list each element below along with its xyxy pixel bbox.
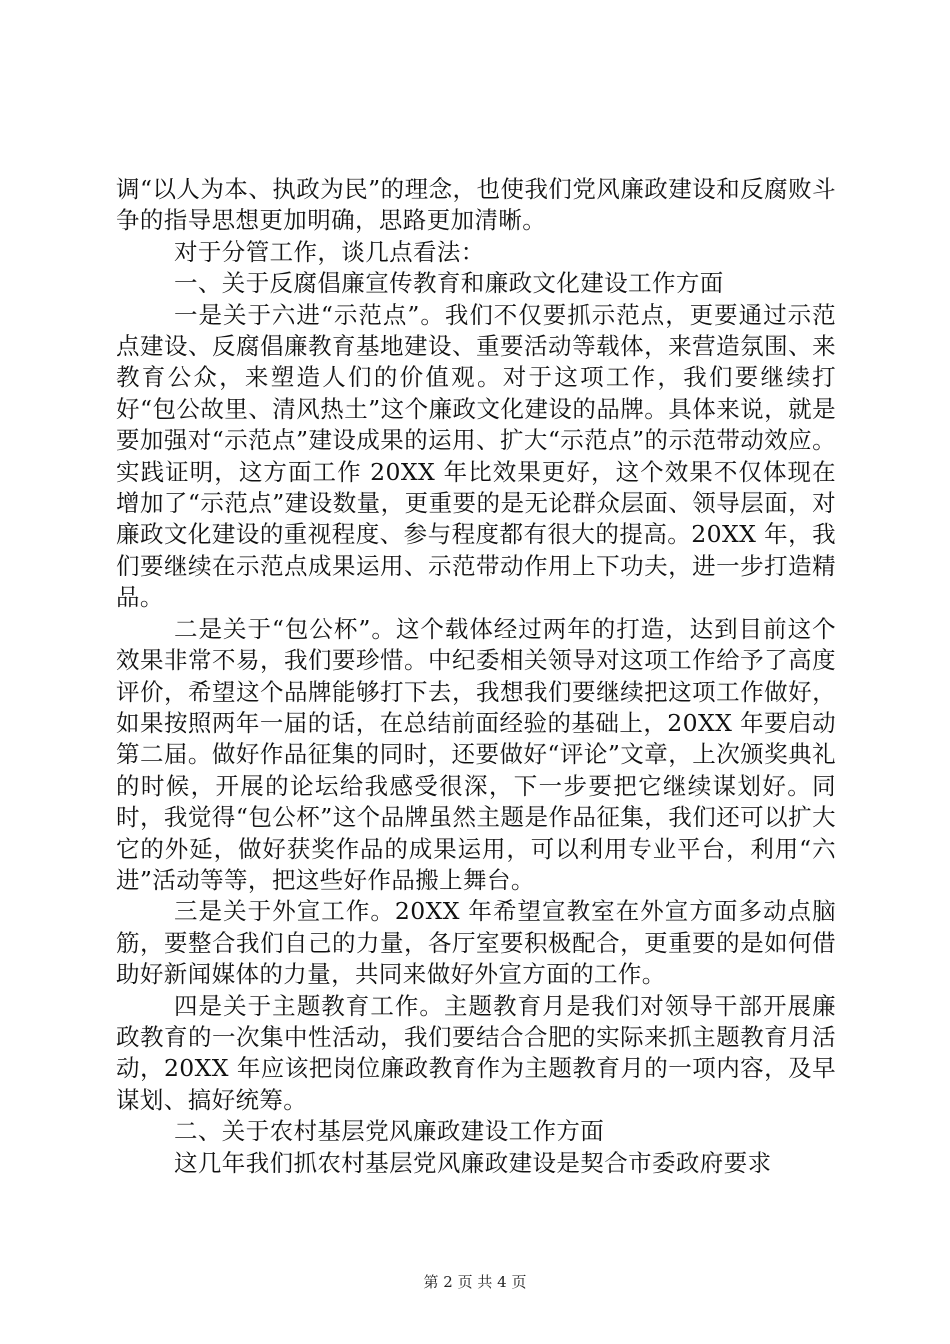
paragraph-point-1: 一是关于六进“示范点”。我们不仅要抓示范点，更要通过示范点建设、反腐倡廉教育基地建设、重要活动等载体，来营造氛围、来教育公众，来塑造人们的价值观。对于这项工作，我们要继续打好“包公故里、清风热土”这个廉政文化建设的品牌。具体来说，就是要加强对“示范点”建设成果的运用、扩大“示范点”的示范带动效应。实践证明，这方面工作 20XX 年比效果更好，这个效果不仅体现在增加了“示范点”建设数量，更重要的是无论群众层面、领导层面，对廉政文化建设的重视程度、参与程度都有很大的提高。20XX 年，我们要继续在示范点成果运用、示范带动作用上下功夫，进一步打造精品。: [116, 300, 836, 612]
paragraph-intro: 对于分管工作，谈几点看法：: [174, 237, 485, 266]
paragraph-point-4: 四是关于主题教育工作。主题教育月是我们对领导干部开展廉政教育的一次集中性活动，我们要结合合肥的实际来抓主题教育月活动，20XX 年应该把岗位廉政教育作为主题教育月的一项内容，及早谋划、搞好统筹。: [116, 991, 836, 1114]
page-footer: 第 2 页 共 4 页: [423, 1273, 527, 1291]
paragraph-section-2-start: 这几年我们抓农村基层党风廉政建设是契合市委政府要求: [174, 1148, 772, 1177]
section-heading-2: 二、关于农村基层党风廉政建设工作方面: [174, 1117, 605, 1146]
paragraph-point-2: 二是关于“包公杯”。这个载体经过两年的打造，达到目前这个效果非常不易，我们要珍惜。中纪委相关领导对这项工作给予了高度评价，希望这个品牌能够打下去，我想我们要继续把这项工作做好，如果按照两年一届的话，在总结前面经验的基础上，20XX 年要启动第二届。做好作品征集的同时，还要做好“评论”文章，上次颁奖典礼的时候，开展的论坛给我感受很深，下一步要把它继续谋划好。同时，我觉得“包公杯”这个品牌虽然主题是作品征集，我们还可以扩大它的外延，做好获奖作品的成果运用，可以利用专业平台，利用“六进”活动等等，把这些好作品搬上舞台。: [116, 614, 836, 894]
paragraph-point-3: 三是关于外宣工作。20XX 年希望宣教室在外宣方面多动点脑筋，要整合我们自己的力量，各厅室要积极配合，更重要的是如何借助好新闻媒体的力量，共同来做好外宣方面的工作。: [116, 897, 836, 989]
paragraph-continuation: 调“以人为本、执政为民”的理念，也使我们党风廉政建设和反腐败斗争的指导思想更加明确，思路更加清晰。: [116, 175, 836, 235]
section-heading-1: 一、关于反腐倡廉宣传教育和廉政文化建设工作方面: [174, 269, 724, 298]
document-body: [116, 174, 836, 1179]
